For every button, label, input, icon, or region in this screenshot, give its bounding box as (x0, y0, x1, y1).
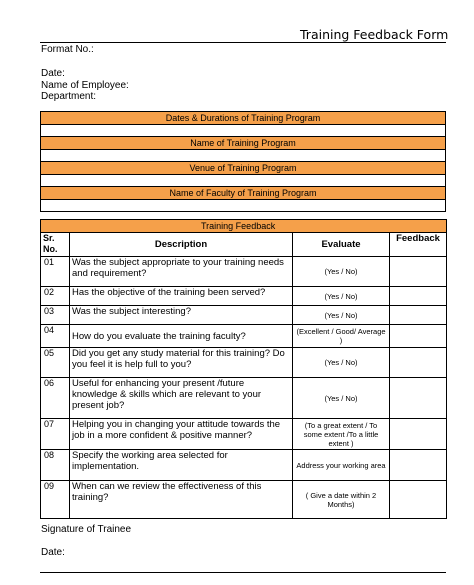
sr-no-header: Sr. No. (41, 233, 70, 257)
format-no-label: Format No.: (41, 44, 94, 55)
row-sr: 05 (41, 348, 70, 378)
row-feedback-cell[interactable] (390, 306, 447, 325)
table-row (41, 348, 447, 378)
table-row (41, 325, 447, 348)
row-evaluate: (Yes / No) (293, 348, 390, 378)
feedback-table (40, 219, 447, 519)
row-sr: 03 (41, 306, 70, 325)
table-row (41, 378, 447, 419)
row-sr: 01 (41, 257, 70, 287)
form-title: Training Feedback Form (300, 27, 449, 42)
feedback-table-caption: Training Feedback (41, 220, 447, 233)
program-venue-heading: Venue of Training Program (41, 162, 445, 175)
program-faculty-field[interactable] (41, 200, 445, 211)
row-sr: 07 (41, 419, 70, 450)
row-sr: 04 (41, 325, 70, 348)
row-description: Helping you in changing your attitude towards the job in a more confident & positive manner? (70, 419, 293, 450)
row-description: Was the subject interesting? (70, 306, 293, 325)
row-description: Has the objective of the training been served? (70, 287, 293, 306)
row-description: Did you get any study material for this training? Do you feel it is help full to you? (70, 348, 293, 378)
table-row (41, 287, 447, 306)
program-info-block (40, 111, 446, 212)
row-description: When can we review the effectiveness of this training? (70, 481, 293, 519)
program-dates-field[interactable] (41, 125, 445, 137)
description-header: Description (70, 233, 293, 257)
row-evaluate: (Yes / No) (293, 287, 390, 306)
employee-name-label: Name of Employee: (41, 80, 129, 91)
table-row (41, 481, 447, 519)
row-evaluate: (Yes / No) (293, 378, 390, 419)
program-dates-heading: Dates & Durations of Training Program (41, 112, 445, 125)
date-label: Date: (41, 68, 65, 79)
footer-date-label: Date: (41, 547, 65, 558)
signature-label: Signature of Trainee (41, 524, 132, 535)
row-evaluate: Address your working area (293, 450, 390, 481)
row-feedback-cell[interactable] (390, 419, 447, 450)
footer-rule (40, 572, 446, 573)
row-feedback-cell[interactable] (390, 257, 447, 287)
row-description: How do you evaluate the training faculty? (70, 325, 293, 348)
row-sr: 02 (41, 287, 70, 306)
row-description: Was the subject appropriate to your training needs and requirement? (70, 257, 293, 287)
table-row (41, 306, 447, 325)
row-sr: 06 (41, 378, 70, 419)
program-venue-field[interactable] (41, 175, 445, 187)
table-row (41, 419, 447, 450)
row-feedback-cell[interactable] (390, 378, 447, 419)
row-feedback-cell[interactable] (390, 287, 447, 306)
title-underline (40, 42, 446, 43)
row-evaluate: (To a great extent / To some extent /To a little extent ) (293, 419, 390, 450)
feedback-header: Feedback (390, 233, 447, 257)
table-row (41, 257, 447, 287)
row-evaluate: (Yes / No) (293, 306, 390, 325)
row-sr: 08 (41, 450, 70, 481)
evaluate-header: Evaluate (293, 233, 390, 257)
program-name-field[interactable] (41, 150, 445, 162)
row-description: Useful for enhancing your present /future knowledge & skills which are relevant to your present job? (70, 378, 293, 419)
department-label: Department: (41, 91, 97, 102)
row-feedback-cell[interactable] (390, 450, 447, 481)
row-sr: 09 (41, 481, 70, 519)
row-feedback-cell[interactable] (390, 481, 447, 519)
program-faculty-heading: Name of Faculty of Training Program (41, 187, 445, 200)
row-feedback-cell[interactable] (390, 348, 447, 378)
table-row (41, 450, 447, 481)
row-evaluate: ( Give a date within 2 Months) (293, 481, 390, 519)
row-feedback-cell[interactable] (390, 325, 447, 348)
row-description: Specify the working area selected for implementation. (70, 450, 293, 481)
program-name-heading: Name of Training Program (41, 137, 445, 150)
row-evaluate: (Yes / No) (293, 257, 390, 287)
row-evaluate: (Excellent / Good/ Average ) (293, 325, 390, 348)
